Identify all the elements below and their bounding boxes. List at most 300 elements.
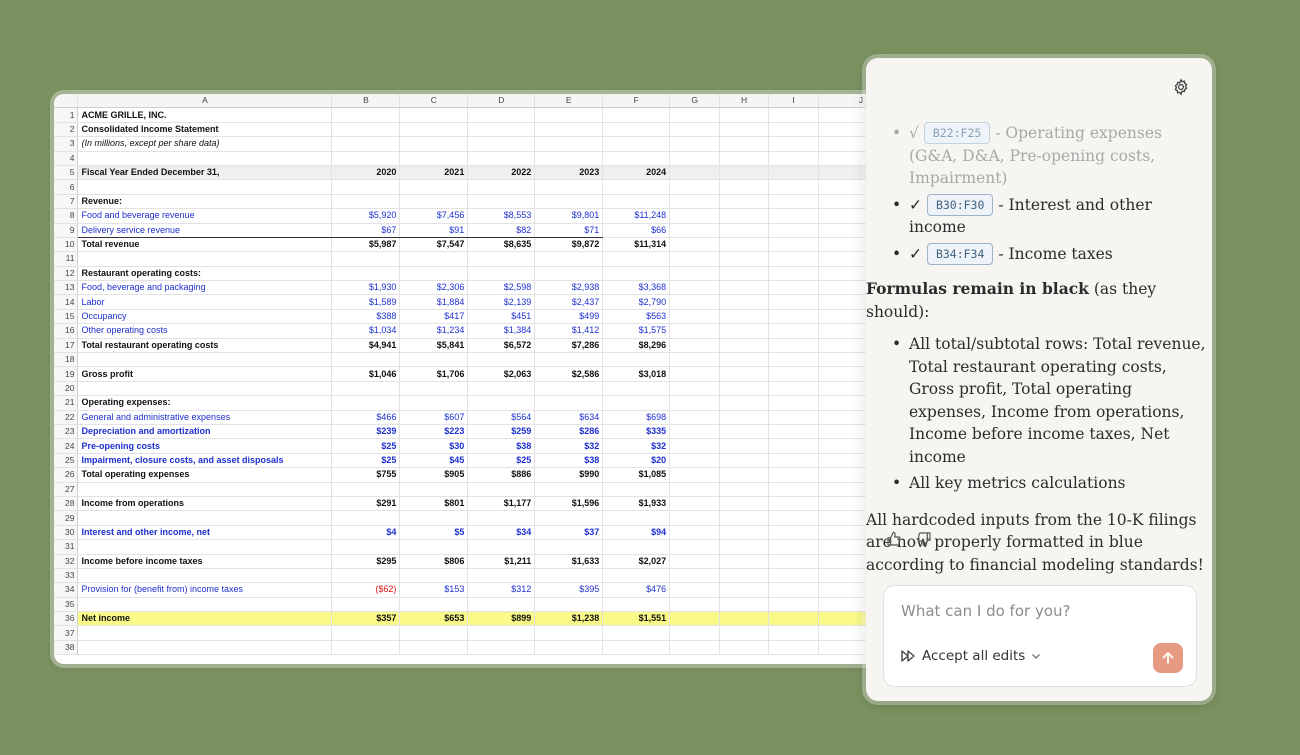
value-cell[interactable]: $607 [400,410,468,424]
column-header[interactable]: A [78,94,332,108]
value-cell[interactable]: $32 [603,439,670,453]
value-cell[interactable] [535,266,603,280]
value-cell[interactable] [603,540,670,554]
value-cell[interactable]: $1,575 [603,324,670,338]
value-cell[interactable] [400,626,468,640]
empty-cell[interactable] [720,381,769,395]
value-cell[interactable]: $466 [332,410,400,424]
empty-cell[interactable] [720,612,769,626]
value-cell[interactable] [468,180,535,194]
empty-cell[interactable] [769,597,819,611]
value-cell[interactable] [535,396,603,410]
value-cell[interactable]: $395 [535,583,603,597]
value-cell[interactable] [400,252,468,266]
value-cell[interactable]: 2021 [400,165,468,179]
value-cell[interactable] [603,108,670,122]
empty-cell[interactable] [720,281,769,295]
row-label-cell[interactable] [78,540,332,554]
value-cell[interactable] [603,137,670,151]
empty-cell[interactable] [670,324,720,338]
value-cell[interactable] [535,122,603,136]
row-number[interactable]: 5 [54,165,78,179]
value-cell[interactable]: $7,286 [535,338,603,352]
value-cell[interactable]: $71 [535,223,603,237]
row-label-cell[interactable] [78,511,332,525]
value-cell[interactable]: $801 [400,496,468,510]
empty-cell[interactable] [769,568,819,582]
value-cell[interactable]: $9,872 [535,237,603,251]
value-cell[interactable]: $34 [468,525,535,539]
row-number[interactable]: 38 [54,640,78,654]
row-label-cell[interactable] [78,626,332,640]
row-label-cell[interactable] [78,151,332,165]
empty-cell[interactable] [769,209,819,223]
empty-cell[interactable] [769,151,819,165]
value-cell[interactable] [332,252,400,266]
value-cell[interactable] [535,108,603,122]
row-number[interactable]: 24 [54,439,78,453]
value-cell[interactable]: $4,941 [332,338,400,352]
value-cell[interactable]: $1,884 [400,295,468,309]
row-label-cell[interactable] [78,597,332,611]
empty-cell[interactable] [670,237,720,251]
value-cell[interactable]: $91 [400,223,468,237]
row-label-cell[interactable]: Occupancy [78,309,332,323]
value-cell[interactable]: $2,586 [535,367,603,381]
empty-cell[interactable] [720,295,769,309]
row-number[interactable]: 36 [54,612,78,626]
empty-cell[interactable] [769,180,819,194]
value-cell[interactable] [332,482,400,496]
empty-cell[interactable] [769,367,819,381]
value-cell[interactable] [468,396,535,410]
column-header[interactable]: E [535,94,603,108]
value-cell[interactable]: $1,933 [603,496,670,510]
empty-cell[interactable] [670,410,720,424]
value-cell[interactable] [603,396,670,410]
empty-cell[interactable] [720,223,769,237]
row-label-cell[interactable]: Fiscal Year Ended December 31, [78,165,332,179]
value-cell[interactable]: $94 [603,525,670,539]
row-number[interactable]: 28 [54,496,78,510]
value-cell[interactable]: 2023 [535,165,603,179]
message-input[interactable]: What can I do for you? [901,602,1071,620]
row-number[interactable]: 31 [54,540,78,554]
empty-cell[interactable] [720,237,769,251]
value-cell[interactable]: $905 [400,468,468,482]
empty-cell[interactable] [769,468,819,482]
empty-cell[interactable] [769,640,819,654]
empty-cell[interactable] [720,266,769,280]
value-cell[interactable] [468,151,535,165]
value-cell[interactable] [400,396,468,410]
value-cell[interactable] [332,151,400,165]
value-cell[interactable]: $11,248 [603,209,670,223]
value-cell[interactable] [603,353,670,367]
value-cell[interactable]: $698 [603,410,670,424]
value-cell[interactable]: $239 [332,424,400,438]
empty-cell[interactable] [720,252,769,266]
empty-cell[interactable] [769,626,819,640]
cell-range-chip[interactable]: B34:F34 [927,243,993,265]
row-label-cell[interactable]: Income from operations [78,496,332,510]
value-cell[interactable] [535,568,603,582]
value-cell[interactable] [332,353,400,367]
value-cell[interactable] [400,381,468,395]
gear-icon[interactable] [1172,78,1190,96]
value-cell[interactable] [400,640,468,654]
empty-cell[interactable] [720,410,769,424]
empty-cell[interactable] [670,338,720,352]
empty-cell[interactable] [670,496,720,510]
empty-cell[interactable] [670,554,720,568]
value-cell[interactable]: $312 [468,583,535,597]
column-header[interactable]: I [769,94,819,108]
empty-cell[interactable] [769,108,819,122]
value-cell[interactable]: $295 [332,554,400,568]
value-cell[interactable]: $8,635 [468,237,535,251]
empty-cell[interactable] [670,180,720,194]
empty-cell[interactable] [670,583,720,597]
row-number[interactable]: 15 [54,309,78,323]
row-label-cell[interactable]: Interest and other income, net [78,525,332,539]
value-cell[interactable] [603,252,670,266]
empty-cell[interactable] [720,367,769,381]
value-cell[interactable]: $388 [332,309,400,323]
value-cell[interactable]: $1,384 [468,324,535,338]
empty-cell[interactable] [769,137,819,151]
value-cell[interactable] [535,482,603,496]
row-label-cell[interactable] [78,353,332,367]
value-cell[interactable]: $5,920 [332,209,400,223]
value-cell[interactable] [332,137,400,151]
select-all-corner[interactable] [54,94,78,108]
value-cell[interactable]: $8,553 [468,209,535,223]
value-cell[interactable]: $5,987 [332,237,400,251]
column-header[interactable]: B [332,94,400,108]
empty-cell[interactable] [670,108,720,122]
row-label-cell[interactable] [78,568,332,582]
row-label-cell[interactable] [78,381,332,395]
row-label-cell[interactable]: Income before income taxes [78,554,332,568]
value-cell[interactable] [400,151,468,165]
empty-cell[interactable] [720,324,769,338]
value-cell[interactable]: $564 [468,410,535,424]
empty-cell[interactable] [769,453,819,467]
empty-cell[interactable] [720,540,769,554]
empty-cell[interactable] [720,108,769,122]
row-number[interactable]: 16 [54,324,78,338]
value-cell[interactable]: $806 [400,554,468,568]
row-number[interactable]: 19 [54,367,78,381]
value-cell[interactable]: $1,589 [332,295,400,309]
row-label-cell[interactable]: Revenue: [78,194,332,208]
row-number[interactable]: 30 [54,525,78,539]
empty-cell[interactable] [720,583,769,597]
value-cell[interactable] [468,540,535,554]
value-cell[interactable] [400,482,468,496]
value-cell[interactable]: $886 [468,468,535,482]
empty-cell[interactable] [720,626,769,640]
empty-cell[interactable] [670,482,720,496]
value-cell[interactable] [468,122,535,136]
empty-cell[interactable] [720,568,769,582]
empty-cell[interactable] [769,439,819,453]
value-cell[interactable] [332,122,400,136]
row-label-cell[interactable]: Restaurant operating costs: [78,266,332,280]
value-cell[interactable] [332,540,400,554]
value-cell[interactable] [603,151,670,165]
empty-cell[interactable] [769,324,819,338]
value-cell[interactable]: $9,801 [535,209,603,223]
empty-cell[interactable] [769,338,819,352]
value-cell[interactable] [535,252,603,266]
empty-cell[interactable] [769,612,819,626]
value-cell[interactable]: $7,456 [400,209,468,223]
empty-cell[interactable] [769,424,819,438]
thumbs-down-icon[interactable] [916,531,932,547]
value-cell[interactable] [603,122,670,136]
value-cell[interactable] [400,122,468,136]
value-cell[interactable]: $499 [535,309,603,323]
value-cell[interactable] [603,597,670,611]
value-cell[interactable] [535,180,603,194]
value-cell[interactable] [400,137,468,151]
empty-cell[interactable] [769,252,819,266]
empty-cell[interactable] [670,353,720,367]
value-cell[interactable]: $417 [400,309,468,323]
value-cell[interactable]: $1,046 [332,367,400,381]
empty-cell[interactable] [670,424,720,438]
empty-cell[interactable] [769,353,819,367]
value-cell[interactable] [332,381,400,395]
empty-cell[interactable] [769,410,819,424]
value-cell[interactable] [468,353,535,367]
value-cell[interactable]: $38 [468,439,535,453]
value-cell[interactable]: $451 [468,309,535,323]
value-cell[interactable] [400,353,468,367]
empty-cell[interactable] [670,309,720,323]
row-number[interactable]: 17 [54,338,78,352]
column-header[interactable]: F [603,94,670,108]
row-number[interactable]: 7 [54,194,78,208]
empty-cell[interactable] [670,252,720,266]
row-number[interactable]: 21 [54,396,78,410]
value-cell[interactable]: $2,063 [468,367,535,381]
value-cell[interactable]: $7,547 [400,237,468,251]
value-cell[interactable] [603,482,670,496]
row-number[interactable]: 8 [54,209,78,223]
empty-cell[interactable] [670,568,720,582]
empty-cell[interactable] [670,194,720,208]
empty-cell[interactable] [670,151,720,165]
row-label-cell[interactable]: Gross profit [78,367,332,381]
value-cell[interactable]: 2024 [603,165,670,179]
empty-cell[interactable] [720,496,769,510]
value-cell[interactable]: $259 [468,424,535,438]
row-label-cell[interactable]: Net income [78,612,332,626]
value-cell[interactable]: ($62) [332,583,400,597]
value-cell[interactable]: $3,018 [603,367,670,381]
value-cell[interactable] [468,137,535,151]
value-cell[interactable] [468,568,535,582]
cell-range-chip[interactable]: B22:F25 [924,122,990,144]
value-cell[interactable] [400,194,468,208]
empty-cell[interactable] [720,554,769,568]
row-number[interactable]: 3 [54,137,78,151]
empty-cell[interactable] [769,525,819,539]
value-cell[interactable]: $8,296 [603,338,670,352]
row-label-cell[interactable]: Provision for (benefit from) income taxes [78,583,332,597]
empty-cell[interactable] [670,597,720,611]
empty-cell[interactable] [769,266,819,280]
value-cell[interactable]: 2020 [332,165,400,179]
value-cell[interactable] [535,381,603,395]
value-cell[interactable]: $563 [603,309,670,323]
value-cell[interactable]: $11,314 [603,237,670,251]
value-cell[interactable]: $1,177 [468,496,535,510]
row-number[interactable]: 1 [54,108,78,122]
row-label-cell[interactable]: ACME GRILLE, INC. [78,108,332,122]
column-header[interactable]: H [720,94,769,108]
empty-cell[interactable] [720,122,769,136]
empty-cell[interactable] [769,381,819,395]
value-cell[interactable]: $5 [400,525,468,539]
value-cell[interactable] [603,626,670,640]
send-button[interactable] [1153,643,1183,673]
value-cell[interactable]: $32 [535,439,603,453]
value-cell[interactable] [400,108,468,122]
value-cell[interactable]: $5,841 [400,338,468,352]
empty-cell[interactable] [720,137,769,151]
value-cell[interactable] [400,511,468,525]
value-cell[interactable]: $1,238 [535,612,603,626]
row-number[interactable]: 6 [54,180,78,194]
value-cell[interactable] [468,511,535,525]
value-cell[interactable]: $1,412 [535,324,603,338]
empty-cell[interactable] [720,453,769,467]
empty-cell[interactable] [720,309,769,323]
value-cell[interactable] [468,640,535,654]
row-label-cell[interactable]: Pre-opening costs [78,439,332,453]
row-number[interactable]: 26 [54,468,78,482]
column-header[interactable]: G [670,94,720,108]
empty-cell[interactable] [720,468,769,482]
empty-cell[interactable] [670,367,720,381]
row-number[interactable]: 33 [54,568,78,582]
value-cell[interactable] [603,568,670,582]
value-cell[interactable]: $2,139 [468,295,535,309]
row-number[interactable]: 25 [54,453,78,467]
value-cell[interactable] [535,353,603,367]
empty-cell[interactable] [720,439,769,453]
row-number[interactable]: 4 [54,151,78,165]
value-cell[interactable]: $1,034 [332,324,400,338]
row-number[interactable]: 29 [54,511,78,525]
empty-cell[interactable] [670,295,720,309]
accept-all-edits-button[interactable] [901,648,1041,664]
empty-cell[interactable] [769,309,819,323]
value-cell[interactable] [332,568,400,582]
row-label-cell[interactable]: Labor [78,295,332,309]
value-cell[interactable]: $291 [332,496,400,510]
value-cell[interactable] [332,108,400,122]
empty-cell[interactable] [720,424,769,438]
value-cell[interactable] [332,640,400,654]
value-cell[interactable] [468,626,535,640]
empty-cell[interactable] [769,295,819,309]
value-cell[interactable]: $25 [332,439,400,453]
empty-cell[interactable] [720,194,769,208]
empty-cell[interactable] [670,137,720,151]
row-label-cell[interactable]: General and administrative expenses [78,410,332,424]
value-cell[interactable]: $37 [535,525,603,539]
column-header[interactable]: J [819,94,904,108]
empty-cell[interactable] [670,525,720,539]
value-cell[interactable] [468,108,535,122]
row-label-cell[interactable]: Other operating costs [78,324,332,338]
value-cell[interactable] [468,482,535,496]
empty-cell[interactable] [769,237,819,251]
empty-cell[interactable] [670,453,720,467]
row-label-cell[interactable]: Depreciation and amortization [78,424,332,438]
row-label-cell[interactable]: Total operating expenses [78,468,332,482]
value-cell[interactable] [603,381,670,395]
row-number[interactable]: 35 [54,597,78,611]
value-cell[interactable]: $899 [468,612,535,626]
value-cell[interactable]: $286 [535,424,603,438]
empty-cell[interactable] [720,640,769,654]
row-label-cell[interactable]: Food, beverage and packaging [78,281,332,295]
row-number[interactable]: 10 [54,237,78,251]
empty-cell[interactable] [670,626,720,640]
row-label-cell[interactable]: Consolidated Income Statement [78,122,332,136]
row-label-cell[interactable] [78,252,332,266]
value-cell[interactable] [332,626,400,640]
empty-cell[interactable] [769,540,819,554]
row-number[interactable]: 18 [54,353,78,367]
value-cell[interactable]: $6,572 [468,338,535,352]
value-cell[interactable] [468,194,535,208]
empty-cell[interactable] [670,540,720,554]
value-cell[interactable]: $2,437 [535,295,603,309]
empty-cell[interactable] [769,281,819,295]
value-cell[interactable] [603,511,670,525]
row-number[interactable]: 37 [54,626,78,640]
column-header[interactable]: C [400,94,468,108]
value-cell[interactable]: $1,234 [400,324,468,338]
empty-cell[interactable] [670,281,720,295]
empty-cell[interactable] [720,151,769,165]
empty-cell[interactable] [670,511,720,525]
value-cell[interactable] [603,194,670,208]
message-composer[interactable] [883,585,1197,687]
value-cell[interactable] [535,626,603,640]
row-label-cell[interactable]: Delivery service revenue [78,223,332,237]
value-cell[interactable]: $2,598 [468,281,535,295]
value-cell[interactable] [535,640,603,654]
empty-cell[interactable] [670,122,720,136]
value-cell[interactable]: $1,706 [400,367,468,381]
row-label-cell[interactable] [78,640,332,654]
empty-cell[interactable] [670,266,720,280]
value-cell[interactable]: $67 [332,223,400,237]
empty-cell[interactable] [720,353,769,367]
value-cell[interactable] [332,194,400,208]
value-cell[interactable] [332,396,400,410]
value-cell[interactable] [332,180,400,194]
value-cell[interactable]: $1,633 [535,554,603,568]
